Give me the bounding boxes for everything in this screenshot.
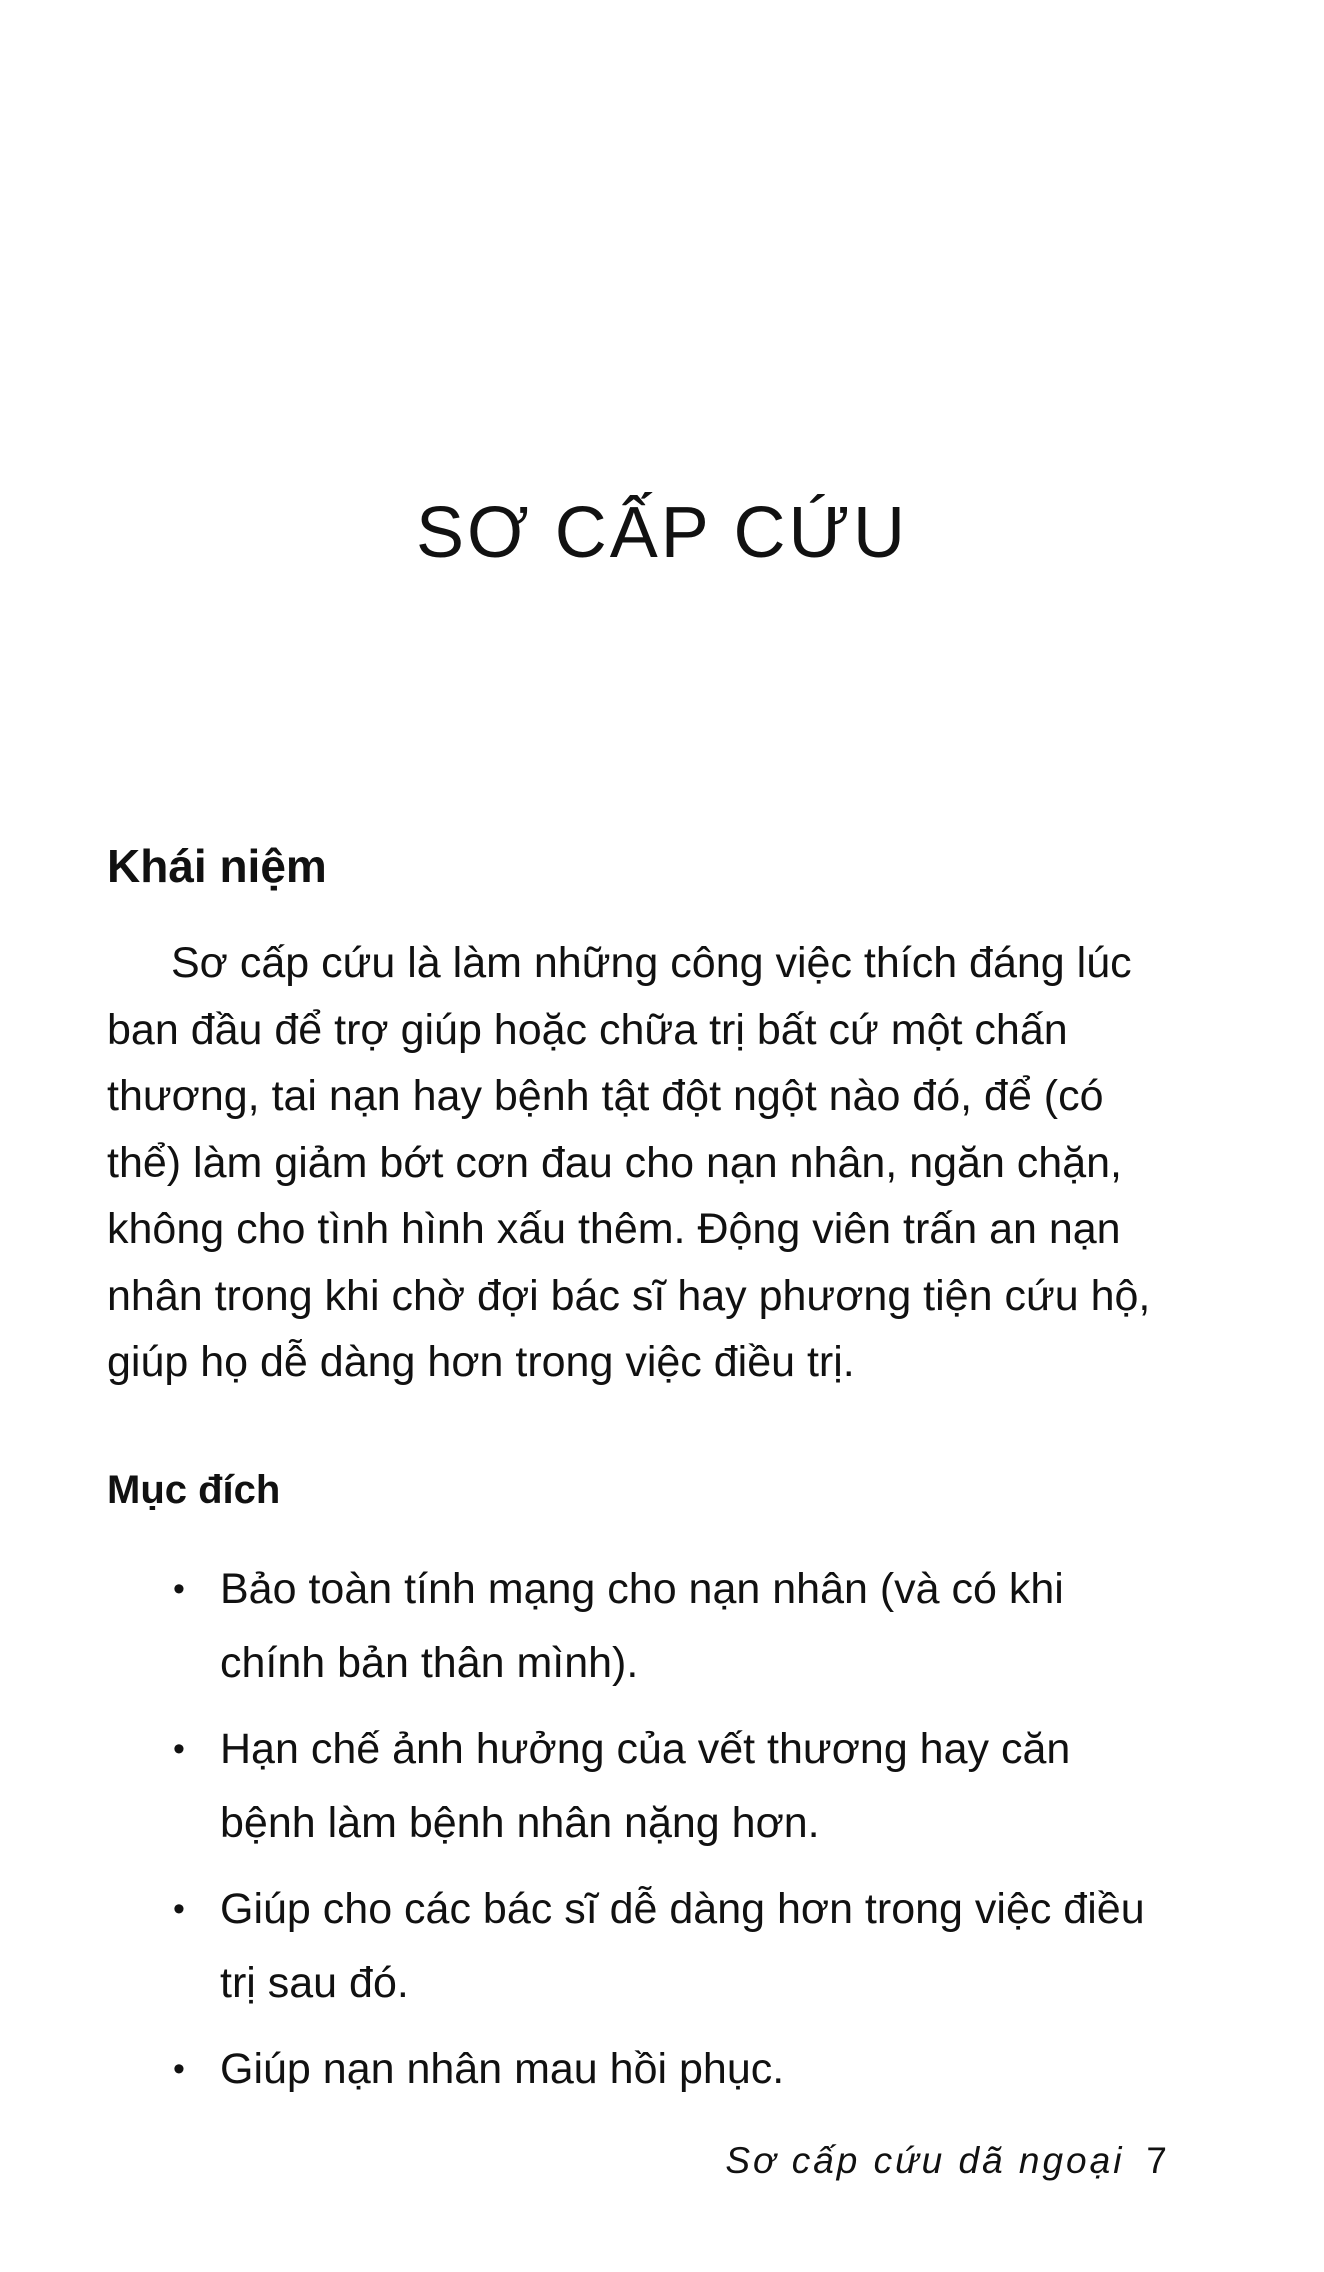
- paragraph-line: ban đầu để trợ giúp hoặc chữa trị bất cứ một chấn: [107, 1005, 1068, 1054]
- list-item-line: Giúp nạn nhân mau hồi phục.: [220, 2045, 785, 2093]
- paragraph-line: thể) làm giảm bớt cơn đau cho nạn nhân, ngăn chặn,: [107, 1138, 1122, 1187]
- bullet-icon: •: [173, 1730, 185, 1768]
- paragraph-line: nhân trong khi chờ đợi bác sĩ hay phương tiện cứu hộ,: [107, 1271, 1151, 1320]
- purpose-list: [107, 1552, 1207, 2118]
- concept-heading: Khái niệm: [107, 840, 327, 892]
- paragraph-line: thương, tai nạn hay bệnh tật đột ngột nào đó, để (có: [107, 1072, 1104, 1120]
- page-footer: [725, 2136, 1168, 2186]
- bullet-icon: •: [173, 1890, 185, 1928]
- list-item: [107, 1872, 1207, 2020]
- concept-paragraph: [107, 930, 1187, 1396]
- paragraph-line: Sơ cấp cứu là làm những công việc thích đáng lúc: [171, 939, 1132, 987]
- paragraph-line: giúp họ dễ dàng hơn trong việc điều trị.: [107, 1338, 855, 1386]
- purpose-heading: Mục đích: [107, 1468, 281, 1512]
- paragraph-line: không cho tình hình xấu thêm. Động viên trấn an nạn: [107, 1205, 1121, 1253]
- list-item: [107, 1552, 1207, 1700]
- list-item: [107, 2032, 1207, 2106]
- list-item: [107, 1712, 1207, 1860]
- bullet-icon: •: [173, 1570, 185, 1608]
- list-item-line: Giúp cho các bác sĩ dễ dàng hơn trong việc điều: [220, 1885, 1145, 1933]
- list-item-line: chính bản thân mình).: [220, 1639, 639, 1687]
- list-item-line: trị sau đó.: [220, 1959, 409, 2007]
- list-item-line: Bảo toàn tính mạng cho nạn nhân (và có khi: [220, 1565, 1064, 1613]
- list-item-line: Hạn chế ảnh hưởng của vết thương hay căn: [220, 1725, 1071, 1773]
- footer-book-title: Sơ cấp cứu dã ngoại: [725, 2140, 1125, 2181]
- list-item-line: bệnh làm bệnh nhân nặng hơn.: [220, 1799, 820, 1847]
- page-number: 7: [1146, 2140, 1168, 2181]
- chapter-title: SƠ CẤP CỨU: [416, 493, 908, 573]
- bullet-icon: •: [173, 2050, 185, 2088]
